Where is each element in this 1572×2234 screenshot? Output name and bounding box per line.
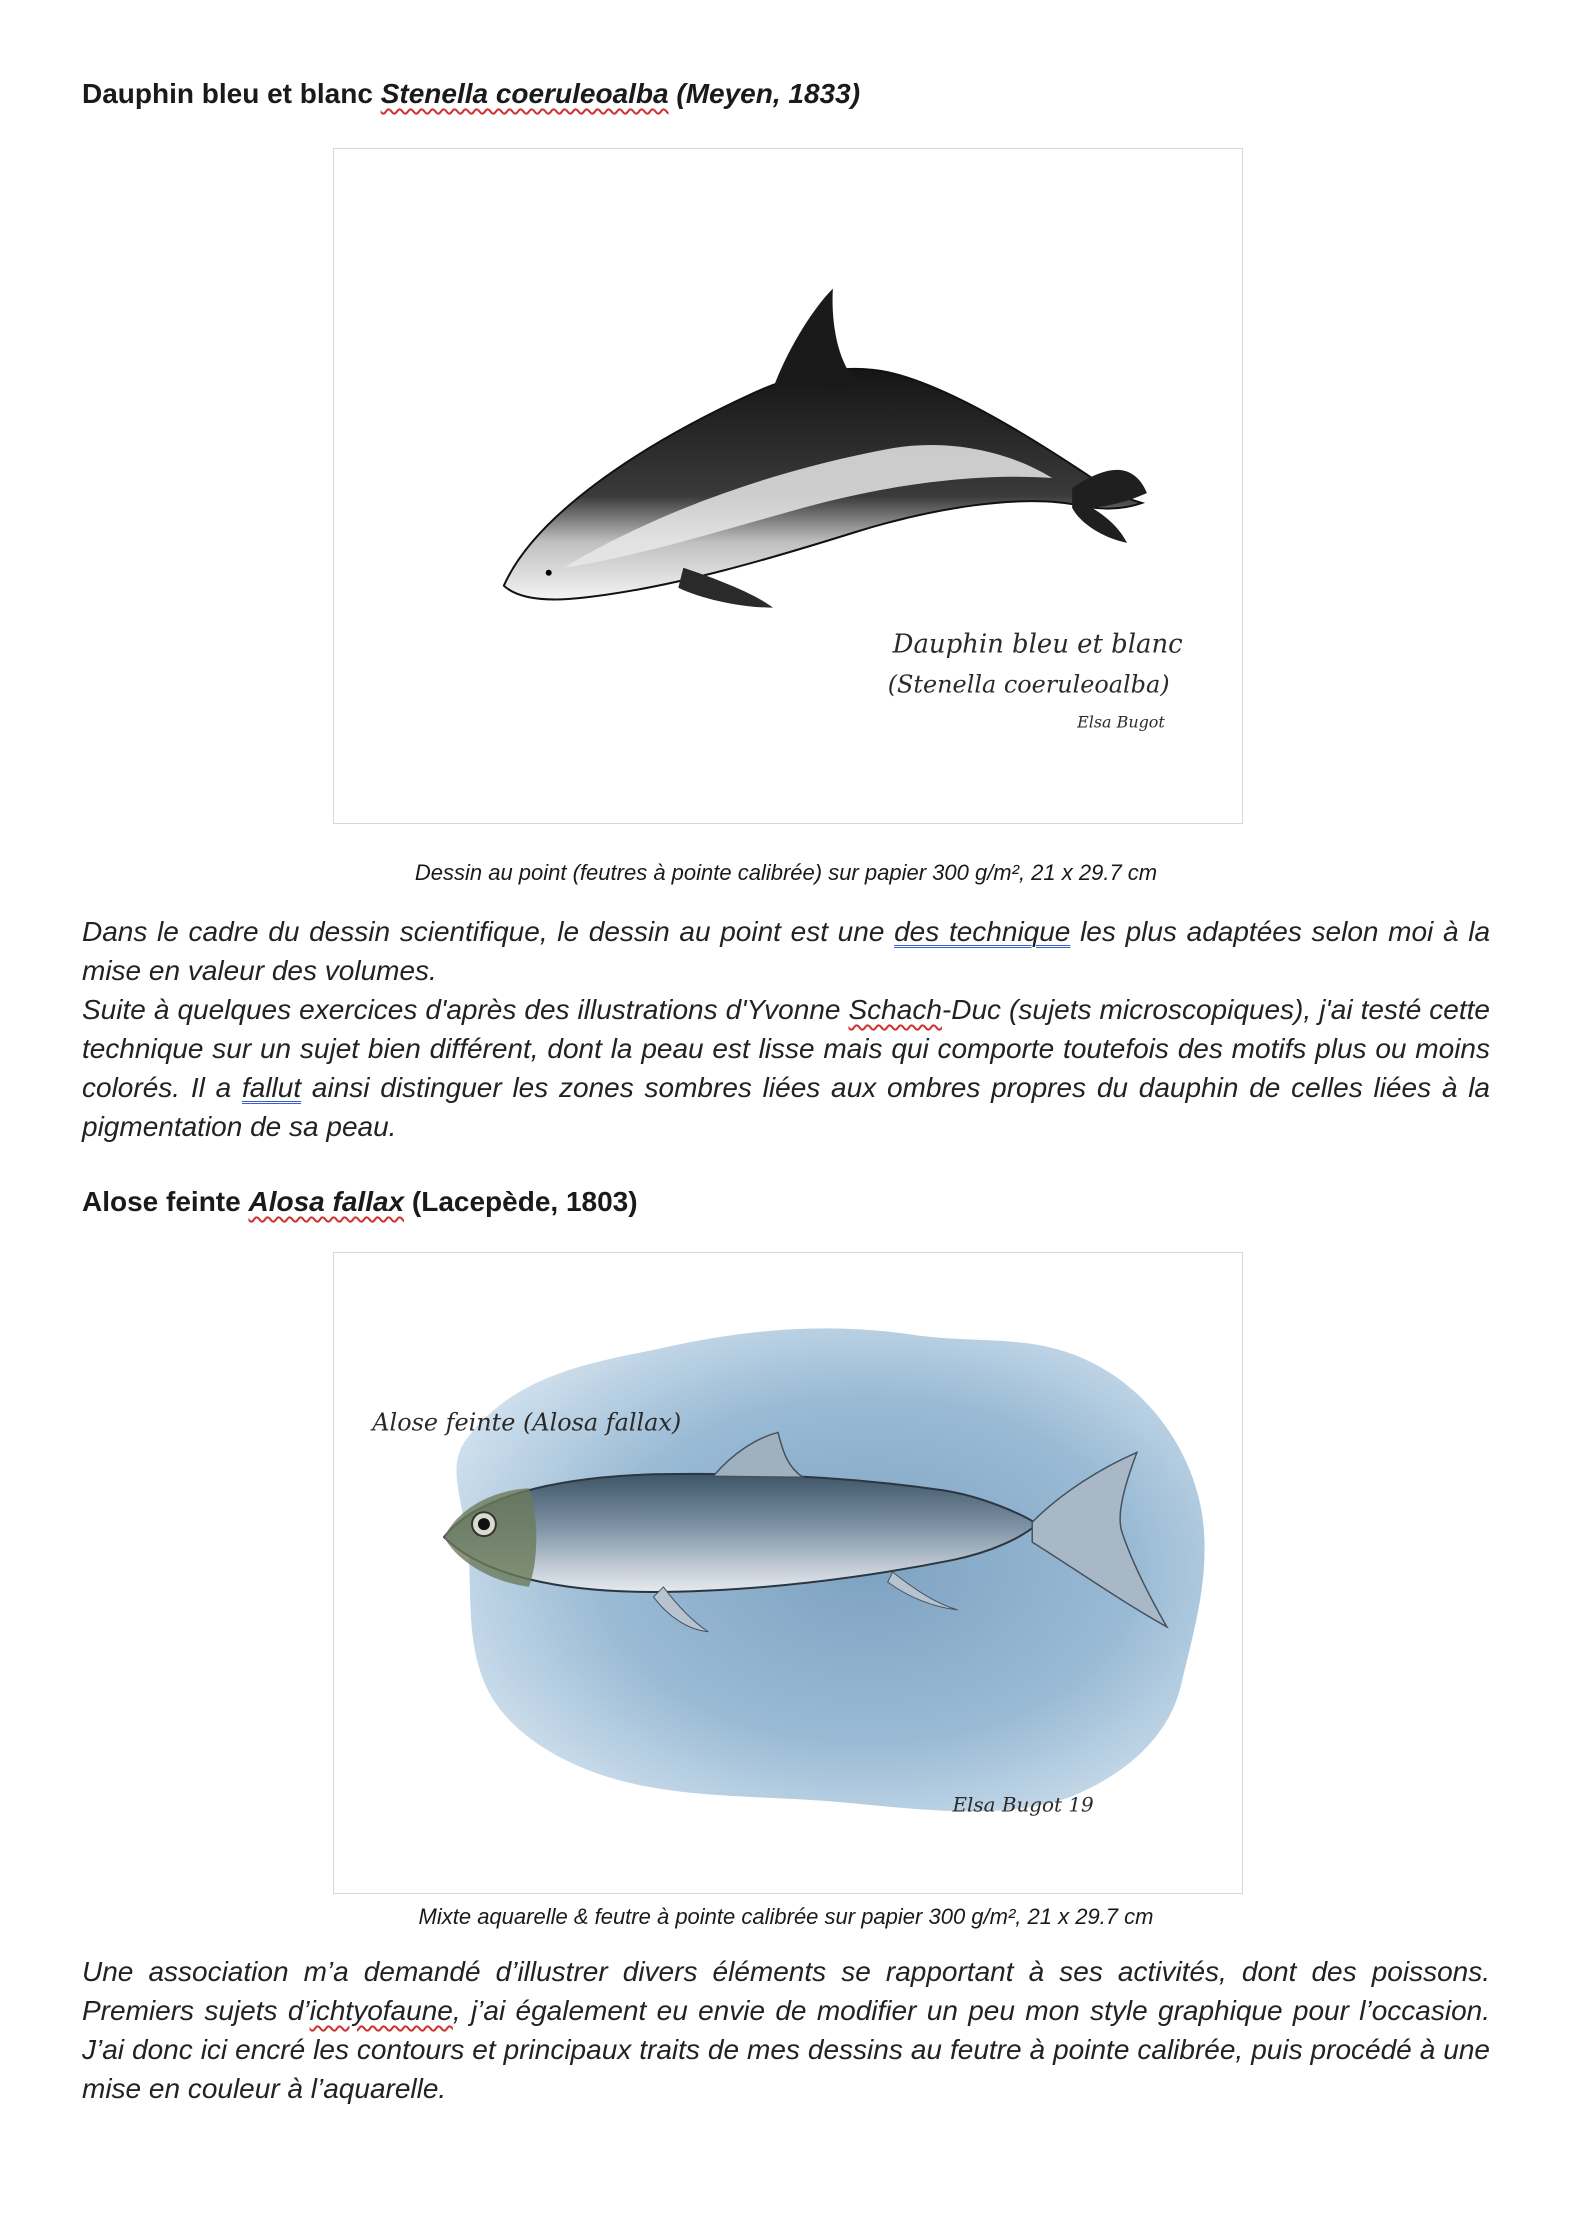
shad-paragraph-1: Une association m’a demandé d’illustrer divers éléments se rapportant à ses activités, dont des poissons. Premiers sujets d’ichtyofaune, j’ai également eu envie de modifier un peu mon style graphique pour l’occasion. J’ai donc ici encré les contours et principaux traits de mes dessins au feutre à pointe calibrée, puis procédé à une mise en couleur à l’aquarelle. xyxy=(82,1956,1490,2104)
grammar-flag-fallut: fallut xyxy=(241,1072,302,1103)
shad-signature: Elsa Bugot 19 xyxy=(952,1793,1094,1817)
dolphin-paragraph-1: Dans le cadre du dessin scientifique, le dessin au point est une des technique les plus adaptées selon moi à la mise en valeur des volumes. xyxy=(82,916,1491,986)
shad-drawing xyxy=(334,1253,1242,1893)
shad-head xyxy=(444,1488,536,1587)
shad-description xyxy=(82,1952,1490,2108)
section-title-shad xyxy=(82,1186,638,1218)
dolphin-handwritten-label: Dauphin bleu et blanc xyxy=(892,629,1183,660)
shad-illustration xyxy=(333,1252,1243,1894)
title-author: (Meyen, 1833) xyxy=(668,78,861,109)
title-scientific-name: Stenella coeruleoalba xyxy=(380,78,669,109)
dolphin-paragraph-2: Suite à quelques exercices d'après des illustrations d'Yvonne Schach-Duc (sujets microscopiques), j'ai testé cette technique sur un sujet bien différent, dont la peau est lisse mais qui comporte toutefois des motifs plus ou moins colorés. Il a fallut ainsi distinguer les zones sombres liées aux ombres propres du dauphin de celles liées à la pigmentation de sa peau. xyxy=(82,994,1491,1142)
dolphin-handwritten-sci: (Stenella coeruleoalba) xyxy=(887,670,1170,699)
dolphin-description xyxy=(82,912,1490,1146)
dolphin-eye xyxy=(546,570,552,576)
dolphin-illustration xyxy=(333,148,1243,824)
title-common-name: Dauphin bleu et blanc xyxy=(82,78,381,109)
section-title-dolphin xyxy=(82,78,860,110)
dolphin-dorsal-fin xyxy=(773,289,858,389)
dolphin-caption: Dessin au point (feutres à pointe calibrée) sur papier 300 g/m², 21 x 29.7 cm xyxy=(414,860,1158,885)
title-author: (Lacepède, 1803) xyxy=(404,1186,638,1217)
shad-handwritten-label: Alose feinte (Alosa fallax) xyxy=(372,1408,682,1437)
title-common-name: Alose feinte xyxy=(82,1186,249,1217)
title-scientific-name: Alosa fallax xyxy=(248,1186,405,1217)
dolphin-signature: Elsa Bugot xyxy=(1077,712,1165,732)
dolphin-drawing xyxy=(334,149,1242,823)
dolphin-pectoral-fin xyxy=(678,568,773,608)
spell-flag-ichtyofaune: ichtyofaune xyxy=(309,1995,453,2026)
spell-flag-schach: Schach xyxy=(848,994,942,1025)
grammar-flag-des-technique: des technique xyxy=(894,916,1071,947)
shad-pupil xyxy=(478,1518,490,1530)
shad-caption: Mixte aquarelle & feutre à pointe calibrée sur papier 300 g/m², 21 x 29.7 cm xyxy=(418,1904,1154,1929)
